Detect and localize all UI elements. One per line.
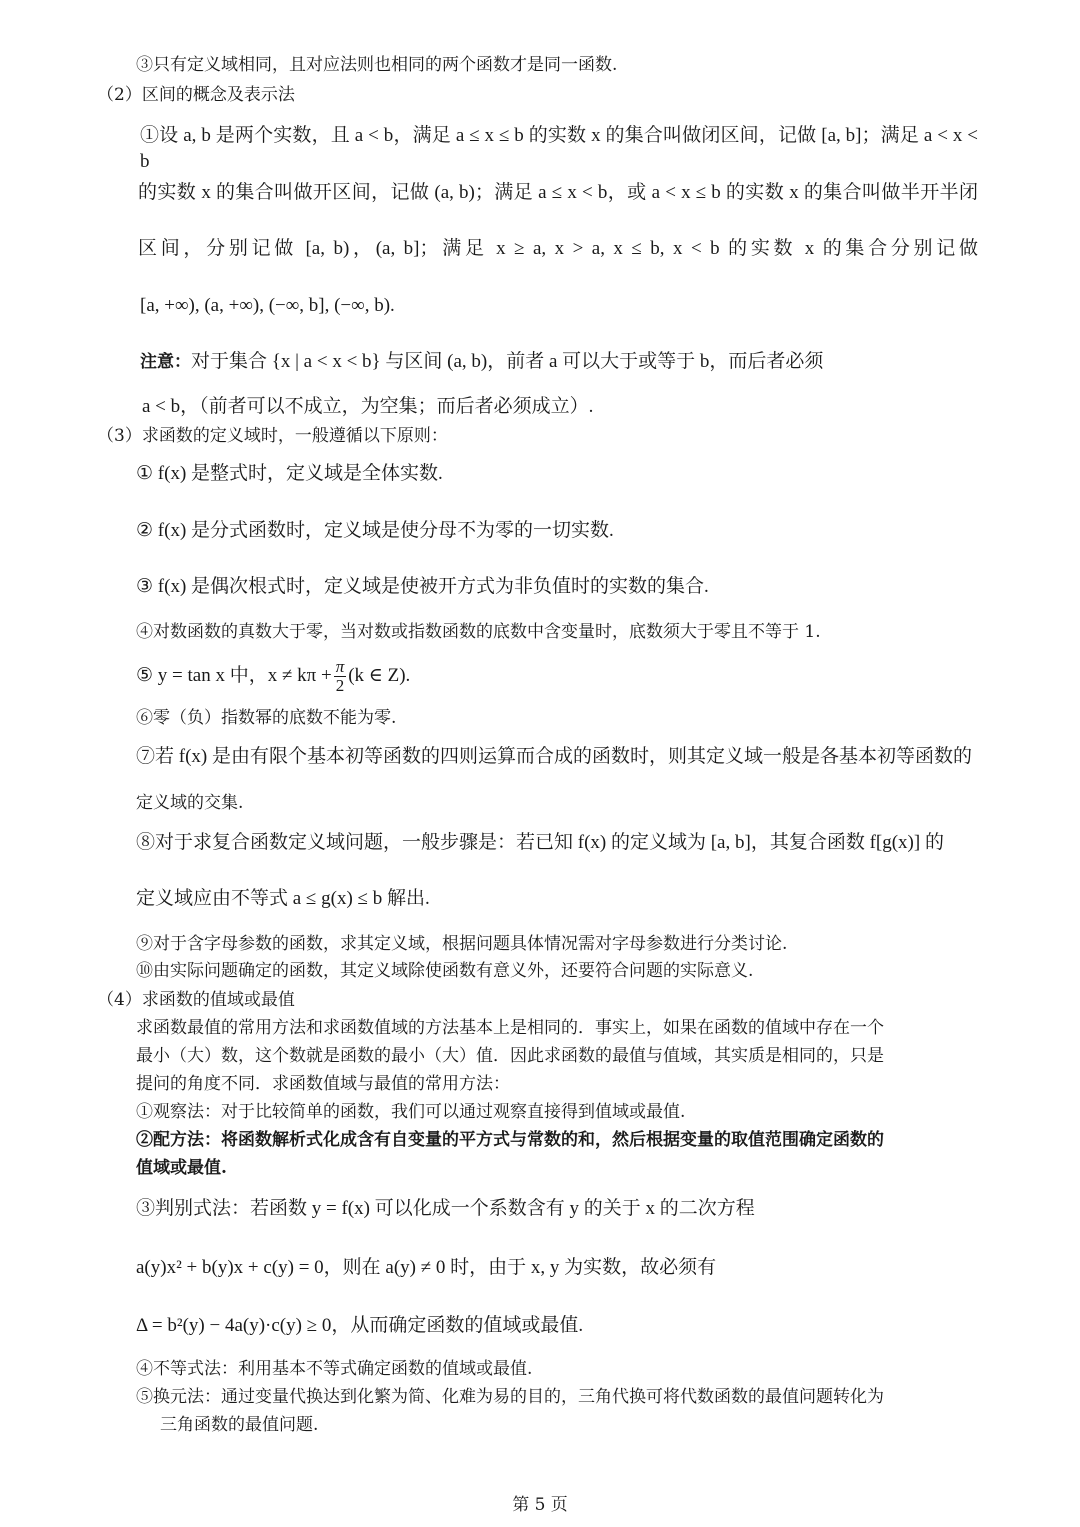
text-line: a < b，（前者可以不成立，为空集；而后者必须成立）. [142,396,594,417]
text-line: ③只有定义域相同，且对应法则也相同的两个函数才是同一函数. [136,55,618,75]
section-heading-3: （3）求函数的定义域时，一般遵循以下原则： [97,426,448,446]
note-label: 注意： [140,352,191,372]
note-text: 对于集合 {x | a < x < b} 与区间 (a, b)，前者 a 可以大于或等于 b，而后者必须 [191,351,824,372]
rule-item: ② f(x) 是分式函数时，定义域是使分母不为零的一切实数. [136,520,614,541]
rule-item: ⑦若 f(x) 是由有限个基本初等函数的四则运算而合成的函数时，则其定义域一般是各基本初等函数的 [136,746,972,767]
rule-item-tan [136,656,410,696]
fraction-denominator: 2 [335,676,345,696]
text-line: 区间，分别记做 [a, b)，(a, b]；满足 x ≥ a, x > a, x ≤ b, x < b 的实数 x 的集合分别记做 [138,238,978,259]
section-heading-4: （4）求函数的值域或最值 [97,990,295,1010]
section-heading-2: （2）区间的概念及表示法 [97,85,295,105]
rule-item: ③ f(x) 是偶次根式时，定义域是使被开方式为非负值时的实数的集合. [136,576,709,597]
tan-condition: ⑤ y = tan x 中，x ≠ kπ + [136,665,332,686]
formula-line: a(y)x² + b(y)x + c(y) = 0，则在 a(y) ≠ 0 时，由于 x, y 为实数，故必须有 [136,1257,717,1278]
rule-item: ④对数函数的真数大于零，当对数或指数函数的底数中含变量时，底数须大于零且不等于 1. [136,622,821,642]
fraction [334,658,347,695]
rule-item: ① f(x) 是整式时，定义域是全体实数. [136,463,443,484]
formula-line: [a, +∞), (a, +∞), (−∞, b], (−∞, b). [140,295,395,316]
text-line: 求函数最值的常用方法和求函数值域的方法基本上是相同的．事实上，如果在函数的值域中存在一个 [136,1018,884,1038]
method-item: ③判别式法：若函数 y = f(x) 可以化成一个系数含有 y 的关于 x 的二次方程 [136,1198,755,1219]
text-line: 的实数 x 的集合叫做开区间，记做 (a, b)；满足 a ≤ x < b，或 a < x ≤ b 的实数 x 的集合叫做半开半闭 [138,182,978,203]
method-item: ①观察法：对于比较简单的函数，我们可以通过观察直接得到值域或最值. [136,1102,686,1122]
rule-item: ⑥零（负）指数幂的底数不能为零. [136,708,397,728]
text-line: 最小（大）数，这个数就是函数的最小（大）值．因此求函数的最值与值域，其实质是相同的，只是 [136,1046,884,1066]
rule-item: ⑨对于含字母参数的函数，求其定义域，根据问题具体情况需对字母参数进行分类讨论. [136,934,788,954]
method-item-bold: ②配方法：将函数解析式化成含有自变量的平方式与常数的和，然后根据变量的取值范围确定函数的 [136,1130,884,1150]
text-line: 提问的角度不同．求函数值域与最值的常用方法： [136,1074,510,1094]
method-item: ④不等式法：利用基本不等式确定函数的值域或最值. [136,1359,533,1379]
text-line: 定义域应由不等式 a ≤ g(x) ≤ b 解出. [136,888,430,909]
text-line: 定义域的交集. [136,793,244,813]
method-item: ⑤换元法：通过变量代换达到化繁为简、化难为易的目的，三角代换可将代数函数的最值问题转化为 [136,1387,884,1407]
page-number: 第 5 页 [512,1495,568,1515]
formula-line: Δ = b²(y) − 4a(y)·c(y) ≥ 0，从而确定函数的值域或最值. [136,1315,584,1336]
fraction-numerator: π [335,657,345,677]
text-line: ①设 a, b 是两个实数，且 a < b，满足 a ≤ x ≤ b 的实数 x 的集合叫做闭区间，记做 [a, b]；满足 a < x < b [140,125,978,172]
rule-item: ⑧对于求复合函数定义域问题，一般步骤是：若已知 f(x) 的定义域为 [a, b]，其复合函数 f[g(x)] 的 [136,832,944,853]
note-line [140,349,823,375]
text-line: 三角函数的最值问题. [160,1415,319,1435]
tan-condition-tail: (k ∈ Z). [348,665,411,686]
text-line-bold: 值域或最值. [136,1158,227,1178]
rule-item: ⑩由实际问题确定的函数，其定义域除使函数有意义外，还要符合问题的实际意义. [136,961,754,981]
